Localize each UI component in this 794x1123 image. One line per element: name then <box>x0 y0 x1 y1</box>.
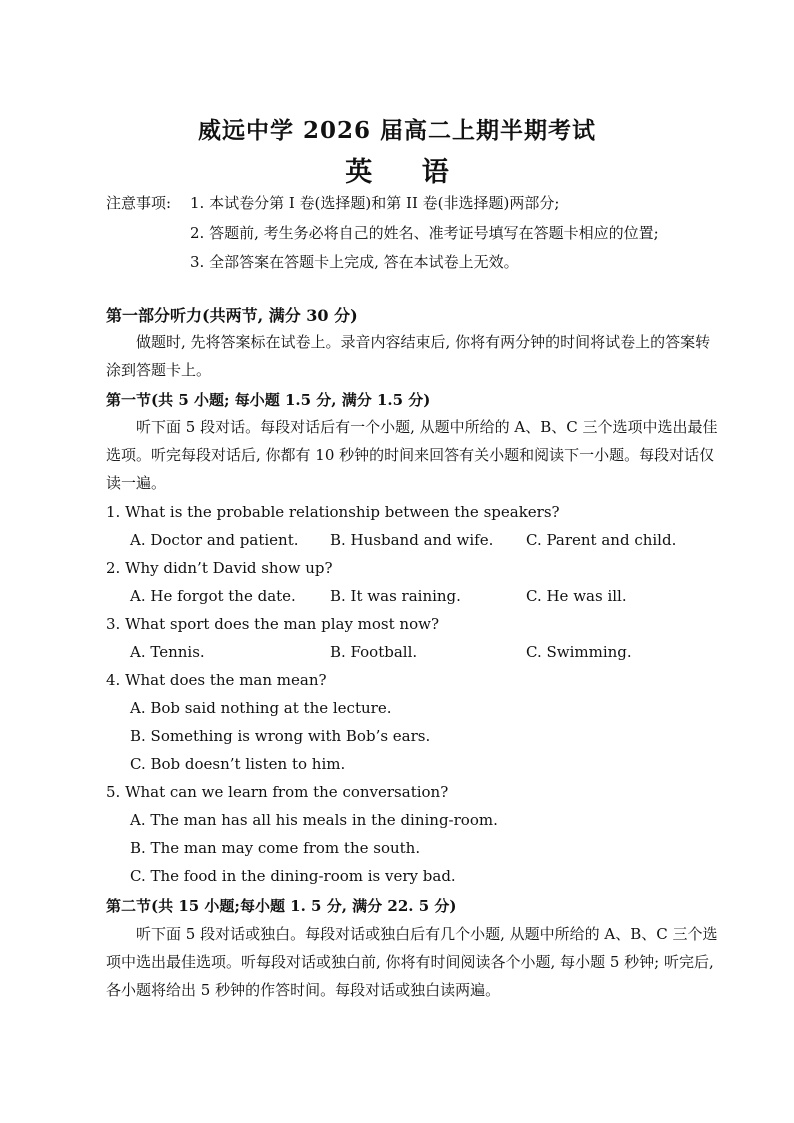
notice-item: 1. 本试卷分第 I 卷(选择题)和第 II 卷(非选择题)两部分; <box>190 194 560 212</box>
section1-instruction: 听下面 5 段对话。每段对话后有一个小题, 从题中所给的 A、B、C 三个选项中选出最佳选项。听完每段对话后, 你都有 10 秒钟的时间来回答有关小题和阅读下一小题。每段对话仅读一遍。 <box>106 418 718 492</box>
answer-option: C. Swimming. <box>526 643 632 661</box>
answer-option: A. He forgot the date. <box>130 587 296 605</box>
question-stem: 4. What does the man mean? <box>106 671 327 689</box>
question-stem: 3. What sport does the man play most now? <box>106 615 440 633</box>
answer-option: B. The man may come from the south. <box>130 839 421 857</box>
answer-option: B. Football. <box>330 643 418 661</box>
exam-title: 威远中学 2026 届高二上期半期考试 <box>197 117 597 144</box>
question-stem: 5. What can we learn from the conversation? <box>106 783 449 801</box>
answer-option: A. Tennis. <box>130 643 205 661</box>
answer-option: C. He was ill. <box>526 587 627 605</box>
answer-option: B. Something is wrong with Bob’s ears. <box>130 727 431 745</box>
section2-title: 第二节(共 15 小题;每小题 1. 5 分, 满分 22. 5 分) <box>106 897 457 915</box>
part1-title: 第一部分听力(共两节, 满分 30 分) <box>106 306 358 325</box>
subject-title: 英 语 <box>345 157 469 188</box>
answer-option: C. The food in the dining-room is very bad. <box>130 867 456 885</box>
answer-option: A. Doctor and patient. <box>130 531 299 549</box>
answer-option: B. Husband and wife. <box>330 531 494 549</box>
question-stem: 1. What is the probable relationship between the speakers? <box>106 503 560 521</box>
part1-instruction: 做题时, 先将答案标在试卷上。录音内容结束后, 你将有两分钟的时间将试卷上的答案转涂到答题卡上。 <box>106 333 711 379</box>
answer-option: C. Parent and child. <box>526 531 677 549</box>
question-stem: 2. Why didn’t David show up? <box>106 559 333 577</box>
notice-item: 2. 答题前, 考生务必将自己的姓名、准考证号填写在答题卡相应的位置; <box>190 224 659 242</box>
answer-option: B. It was raining. <box>330 587 461 605</box>
answer-option: A. The man has all his meals in the dining-room. <box>130 811 498 829</box>
answer-option: A. Bob said nothing at the lecture. <box>130 699 392 717</box>
answer-option: C. Bob doesn’t listen to him. <box>130 755 346 773</box>
section2-instruction: 听下面 5 段对话或独白。每段对话或独白后有几个小题, 从题中所给的 A、B、C 三个选项中选出最佳选项。听每段对话或独白前, 你将有时间阅读各个小题, 每小题 5 秒钟; 听完后, 各小题将给出 5 秒钟的作答时间。每段对话或独白读两遍。 <box>106 925 718 999</box>
notice-item: 3. 全部答案在答题卡上完成, 答在本试卷上无效。 <box>190 253 519 271</box>
notice-label: 注意事项: <box>106 194 172 212</box>
section1-title: 第一节(共 5 小题; 每小题 1.5 分, 满分 1.5 分) <box>106 391 431 409</box>
